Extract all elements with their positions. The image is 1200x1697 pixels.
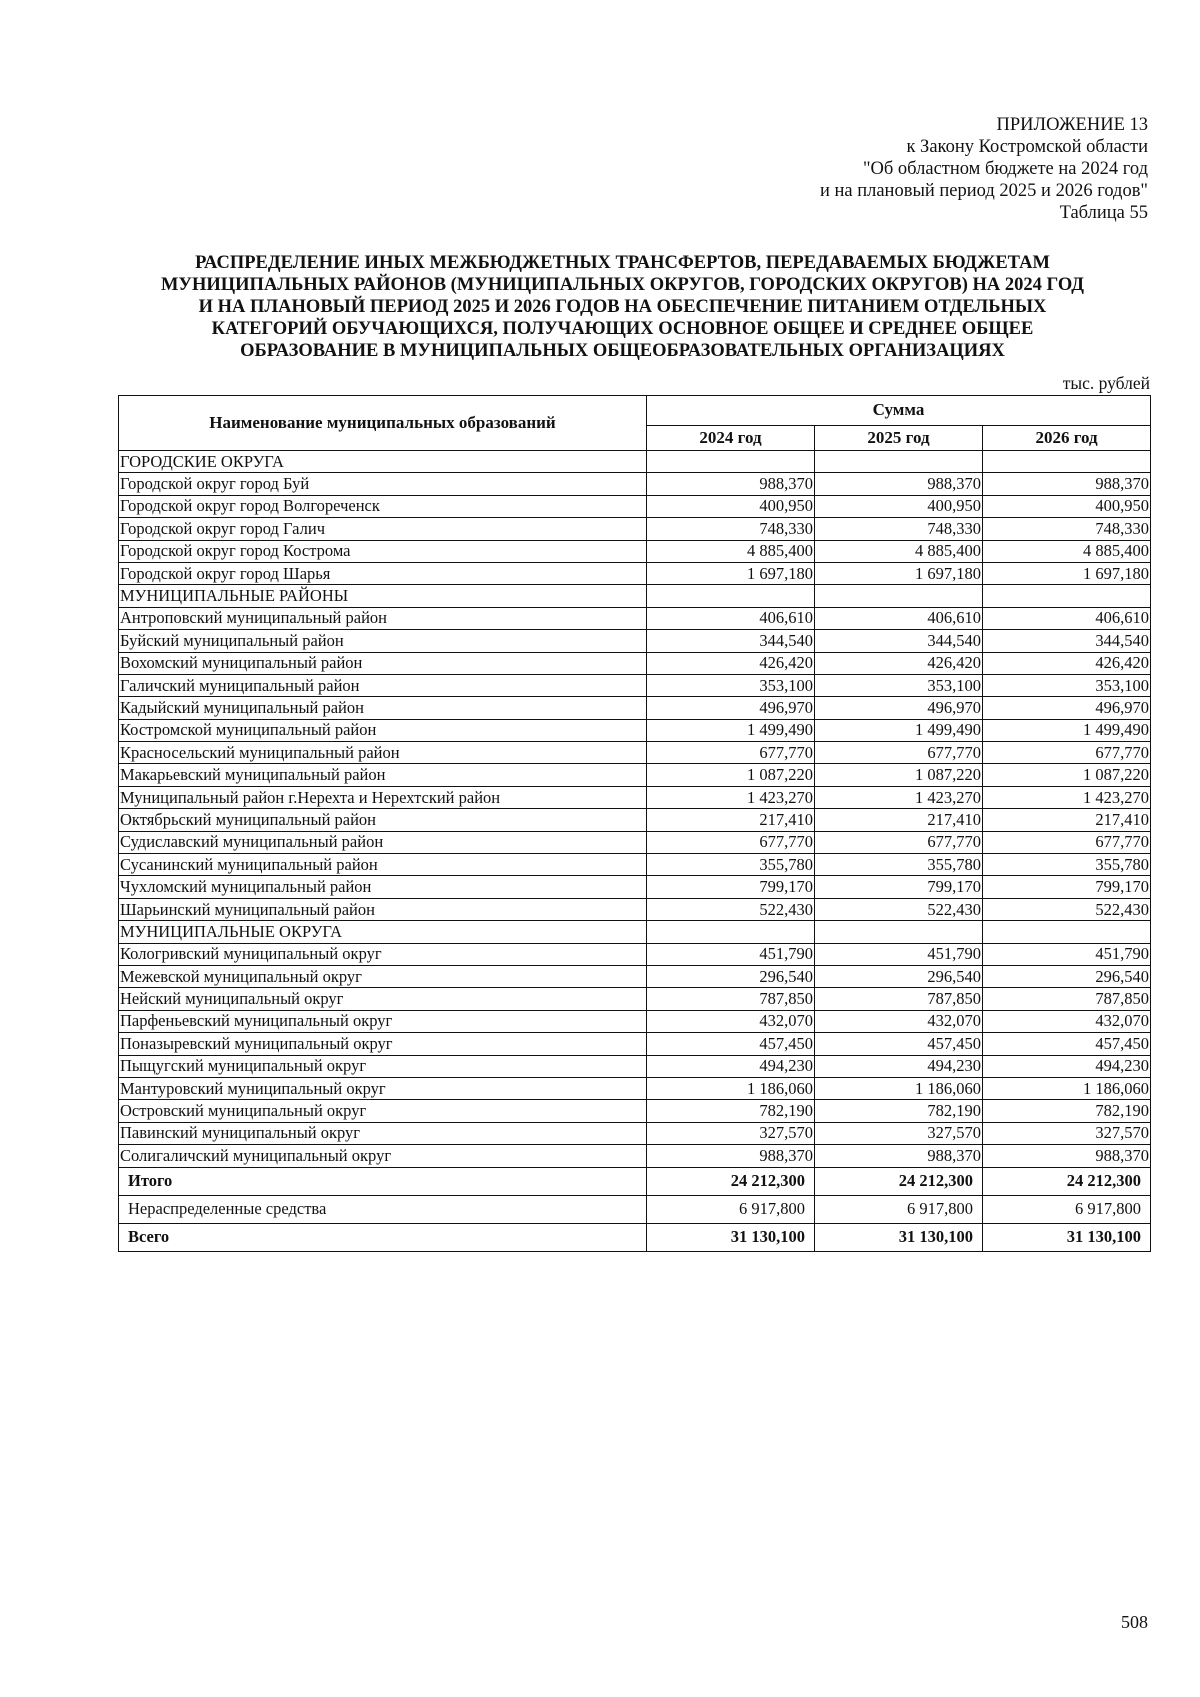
value-2024: 782,190	[647, 1100, 815, 1122]
row-name: Сусанинский муниципальный район	[119, 854, 647, 876]
value-2025: 426,420	[815, 652, 983, 674]
value-2025: 1 087,220	[815, 764, 983, 786]
value-2024: 787,850	[647, 988, 815, 1010]
value-2026: 1 087,220	[983, 764, 1151, 786]
table-row	[119, 786, 1151, 808]
value-2026: 31 130,100	[983, 1223, 1151, 1251]
value-2026: 494,230	[983, 1055, 1151, 1077]
value-2025: 327,570	[815, 1122, 983, 1144]
value-2024	[647, 585, 815, 607]
grand-total-row	[119, 1223, 1151, 1251]
table-body	[119, 451, 1151, 1252]
total-row	[119, 1167, 1151, 1195]
value-2024: 1 499,490	[647, 719, 815, 741]
table-row	[119, 854, 1151, 876]
value-2026: 677,770	[983, 742, 1151, 764]
value-2024: 1 087,220	[647, 764, 815, 786]
value-2026	[983, 585, 1151, 607]
table-row	[119, 1122, 1151, 1144]
value-2026: 426,420	[983, 652, 1151, 674]
value-2024: 451,790	[647, 943, 815, 965]
table-row	[119, 495, 1151, 517]
value-2025: 1 697,180	[815, 562, 983, 584]
header-line: к Закону Костромской области	[906, 137, 1148, 157]
row-name: Судиславский муниципальный район	[119, 831, 647, 853]
row-name: Межевской муниципальный округ	[119, 965, 647, 987]
value-2025	[815, 451, 983, 473]
value-2026: 496,970	[983, 697, 1151, 719]
value-2026: 988,370	[983, 1145, 1151, 1167]
page-number: 508	[1121, 1612, 1148, 1632]
row-name: Городской округ город Галич	[119, 518, 647, 540]
value-2026: 344,540	[983, 630, 1151, 652]
title-line: РАСПРЕДЕЛЕНИЕ ИНЫХ МЕЖБЮДЖЕТНЫХ ТРАНСФЕРТОВ, ПЕРЕДАВАЕМЫХ БЮДЖЕТАМ	[195, 253, 1050, 273]
value-2025: 217,410	[815, 809, 983, 831]
value-2026: 457,450	[983, 1033, 1151, 1055]
value-2025: 1 186,060	[815, 1077, 983, 1099]
row-name: Итого	[119, 1167, 647, 1195]
column-header-2026: 2026 год	[983, 425, 1151, 450]
value-2024: 1 697,180	[647, 562, 815, 584]
row-name: Городской округ город Волгореченск	[119, 495, 647, 517]
value-2026: 782,190	[983, 1100, 1151, 1122]
value-2026	[983, 451, 1151, 473]
value-2025: 432,070	[815, 1010, 983, 1032]
row-name: Нейский муниципальный округ	[119, 988, 647, 1010]
table-row	[119, 876, 1151, 898]
row-name: Городской округ город Кострома	[119, 540, 647, 562]
value-2025: 522,430	[815, 898, 983, 920]
table-row	[119, 540, 1151, 562]
row-name: МУНИЦИПАЛЬНЫЕ РАЙОНЫ	[119, 585, 647, 607]
header-line: ПРИЛОЖЕНИЕ 13	[996, 115, 1148, 135]
table-row	[119, 764, 1151, 786]
value-2024: 457,450	[647, 1033, 815, 1055]
title-line: МУНИЦИПАЛЬНЫХ РАЙОНОВ (МУНИЦИПАЛЬНЫХ ОКРУГОВ, ГОРОДСКИХ ОКРУГОВ) НА 2024 ГОД	[160, 275, 1085, 295]
value-2025: 24 212,300	[815, 1167, 983, 1195]
value-2026: 787,850	[983, 988, 1151, 1010]
table-row	[119, 988, 1151, 1010]
row-name: Кадыйский муниципальный район	[119, 697, 647, 719]
row-name: Муниципальный район г.Нерехта и Нерехтский район	[119, 786, 647, 808]
row-name: Павинский муниципальный округ	[119, 1122, 647, 1144]
value-2026: 799,170	[983, 876, 1151, 898]
value-2026: 6 917,800	[983, 1195, 1151, 1223]
table-row	[119, 1100, 1151, 1122]
column-header-2025: 2025 год	[815, 425, 983, 450]
value-2026: 1 186,060	[983, 1077, 1151, 1099]
value-2025	[815, 585, 983, 607]
value-2025: 1 423,270	[815, 786, 983, 808]
table-row	[119, 1010, 1151, 1032]
value-2025: 406,610	[815, 607, 983, 629]
row-name: Поназыревский муниципальный округ	[119, 1033, 647, 1055]
value-2025: 344,540	[815, 630, 983, 652]
row-name: Нераспределенные средства	[119, 1195, 647, 1223]
value-2024: 24 212,300	[647, 1167, 815, 1195]
value-2025: 677,770	[815, 742, 983, 764]
value-2024: 400,950	[647, 495, 815, 517]
value-2026: 677,770	[983, 831, 1151, 853]
value-2024: 1 423,270	[647, 786, 815, 808]
value-2026: 432,070	[983, 1010, 1151, 1032]
value-2026: 353,100	[983, 674, 1151, 696]
value-2024: 748,330	[647, 518, 815, 540]
value-2024: 677,770	[647, 742, 815, 764]
value-2026	[983, 921, 1151, 943]
column-header-2024: 2024 год	[647, 425, 815, 450]
table-row	[119, 898, 1151, 920]
value-2024: 799,170	[647, 876, 815, 898]
value-2024: 1 186,060	[647, 1077, 815, 1099]
value-2024: 406,610	[647, 607, 815, 629]
value-2024: 522,430	[647, 898, 815, 920]
value-2026: 988,370	[983, 473, 1151, 495]
value-2024: 6 917,800	[647, 1195, 815, 1223]
table-row	[119, 652, 1151, 674]
value-2025: 496,970	[815, 697, 983, 719]
transfers-table	[118, 395, 1151, 1252]
value-2025: 782,190	[815, 1100, 983, 1122]
value-2024: 494,230	[647, 1055, 815, 1077]
row-name: Островский муниципальный округ	[119, 1100, 647, 1122]
value-2024: 426,420	[647, 652, 815, 674]
value-2025: 677,770	[815, 831, 983, 853]
section-row	[119, 585, 1151, 607]
table-row	[119, 674, 1151, 696]
section-row	[119, 921, 1151, 943]
value-2024: 31 130,100	[647, 1223, 815, 1251]
table-row	[119, 607, 1151, 629]
value-2025: 353,100	[815, 674, 983, 696]
table-row	[119, 518, 1151, 540]
value-2024: 988,370	[647, 473, 815, 495]
table-row	[119, 809, 1151, 831]
row-name: Городской округ город Буй	[119, 473, 647, 495]
value-2026: 522,430	[983, 898, 1151, 920]
value-2025: 6 917,800	[815, 1195, 983, 1223]
section-row	[119, 451, 1151, 473]
value-2026: 327,570	[983, 1122, 1151, 1144]
row-name: Мантуровский муниципальный округ	[119, 1077, 647, 1099]
value-2024: 496,970	[647, 697, 815, 719]
row-name: Красносельский муниципальный район	[119, 742, 647, 764]
table-row	[119, 943, 1151, 965]
row-name: МУНИЦИПАЛЬНЫЕ ОКРУГА	[119, 921, 647, 943]
title-line: КАТЕГОРИЙ ОБУЧАЮЩИХСЯ, ПОЛУЧАЮЩИХ ОСНОВНОЕ ОБЩЕЕ И СРЕДНЕЕ ОБЩЕЕ	[211, 319, 1034, 339]
table-row	[119, 1077, 1151, 1099]
value-2024: 353,100	[647, 674, 815, 696]
header-line: и на плановый период 2025 и 2026 годов"	[819, 181, 1148, 201]
value-2024: 988,370	[647, 1145, 815, 1167]
row-name: Всего	[119, 1223, 647, 1251]
value-2025: 355,780	[815, 854, 983, 876]
value-2026: 748,330	[983, 518, 1151, 540]
value-2025: 1 499,490	[815, 719, 983, 741]
value-2026: 217,410	[983, 809, 1151, 831]
value-2025: 748,330	[815, 518, 983, 540]
value-2025: 494,230	[815, 1055, 983, 1077]
value-2024: 344,540	[647, 630, 815, 652]
row-name: Антроповский муниципальный район	[119, 607, 647, 629]
value-2025: 400,950	[815, 495, 983, 517]
row-name: Солигаличский муниципальный округ	[119, 1145, 647, 1167]
row-name: ГОРОДСКИЕ ОКРУГА	[119, 451, 647, 473]
value-2025: 31 130,100	[815, 1223, 983, 1251]
value-2026: 1 697,180	[983, 562, 1151, 584]
table-row	[119, 562, 1151, 584]
value-2026: 355,780	[983, 854, 1151, 876]
row-name: Галичский муниципальный район	[119, 674, 647, 696]
value-2025: 296,540	[815, 965, 983, 987]
value-2025: 988,370	[815, 1145, 983, 1167]
table-row	[119, 630, 1151, 652]
value-2024: 355,780	[647, 854, 815, 876]
value-2026: 24 212,300	[983, 1167, 1151, 1195]
row-name: Городской округ город Шарья	[119, 562, 647, 584]
title-line: ОБРАЗОВАНИЕ В МУНИЦИПАЛЬНЫХ ОБЩЕОБРАЗОВАТЕЛЬНЫХ ОРГАНИЗАЦИЯХ	[240, 341, 1005, 361]
appendix-header	[820, 114, 1148, 224]
row-name: Шарьинский муниципальный район	[119, 898, 647, 920]
value-2024: 4 885,400	[647, 540, 815, 562]
value-2024: 217,410	[647, 809, 815, 831]
value-2024	[647, 921, 815, 943]
row-name: Макарьевский муниципальный район	[119, 764, 647, 786]
value-2024: 677,770	[647, 831, 815, 853]
table-row	[119, 473, 1151, 495]
value-2026: 4 885,400	[983, 540, 1151, 562]
value-2026: 1 423,270	[983, 786, 1151, 808]
table-row	[119, 719, 1151, 741]
units-label: тыс. рублей	[1062, 373, 1150, 393]
value-2026: 296,540	[983, 965, 1151, 987]
column-header-sum: Сумма	[647, 396, 1151, 426]
value-2025: 451,790	[815, 943, 983, 965]
row-name: Октябрьский муниципальный район	[119, 809, 647, 831]
value-2025: 457,450	[815, 1033, 983, 1055]
row-name: Парфеньевский муниципальный округ	[119, 1010, 647, 1032]
value-2025	[815, 921, 983, 943]
document-title	[110, 252, 1135, 362]
row-name: Вохомский муниципальный район	[119, 652, 647, 674]
header-line: "Об областном бюджете на 2024 год	[862, 159, 1148, 179]
row-name: Пыщугский муниципальный округ	[119, 1055, 647, 1077]
table-row	[119, 831, 1151, 853]
value-2024: 296,540	[647, 965, 815, 987]
row-name: Кологривский муниципальный округ	[119, 943, 647, 965]
value-2025: 787,850	[815, 988, 983, 1010]
value-2026: 1 499,490	[983, 719, 1151, 741]
value-2026: 451,790	[983, 943, 1151, 965]
column-header-name: Наименование муниципальных образований	[119, 396, 647, 451]
table-row	[119, 965, 1151, 987]
row-name: Буйский муниципальный район	[119, 630, 647, 652]
title-line: И НА ПЛАНОВЫЙ ПЕРИОД 2025 И 2026 ГОДОВ НА ОБЕСПЕЧЕНИЕ ПИТАНИЕМ ОТДЕЛЬНЫХ	[198, 297, 1047, 317]
table-row	[119, 1033, 1151, 1055]
table-row	[119, 1145, 1151, 1167]
table-row	[119, 742, 1151, 764]
header-line: Таблица 55	[1059, 203, 1148, 223]
value-2025: 799,170	[815, 876, 983, 898]
value-2024	[647, 451, 815, 473]
undistributed-row	[119, 1195, 1151, 1223]
value-2025: 988,370	[815, 473, 983, 495]
value-2026: 406,610	[983, 607, 1151, 629]
value-2026: 400,950	[983, 495, 1151, 517]
value-2024: 432,070	[647, 1010, 815, 1032]
row-name: Чухломский муниципальный район	[119, 876, 647, 898]
value-2025: 4 885,400	[815, 540, 983, 562]
table-row	[119, 1055, 1151, 1077]
row-name: Костромской муниципальный район	[119, 719, 647, 741]
value-2024: 327,570	[647, 1122, 815, 1144]
table-row	[119, 697, 1151, 719]
